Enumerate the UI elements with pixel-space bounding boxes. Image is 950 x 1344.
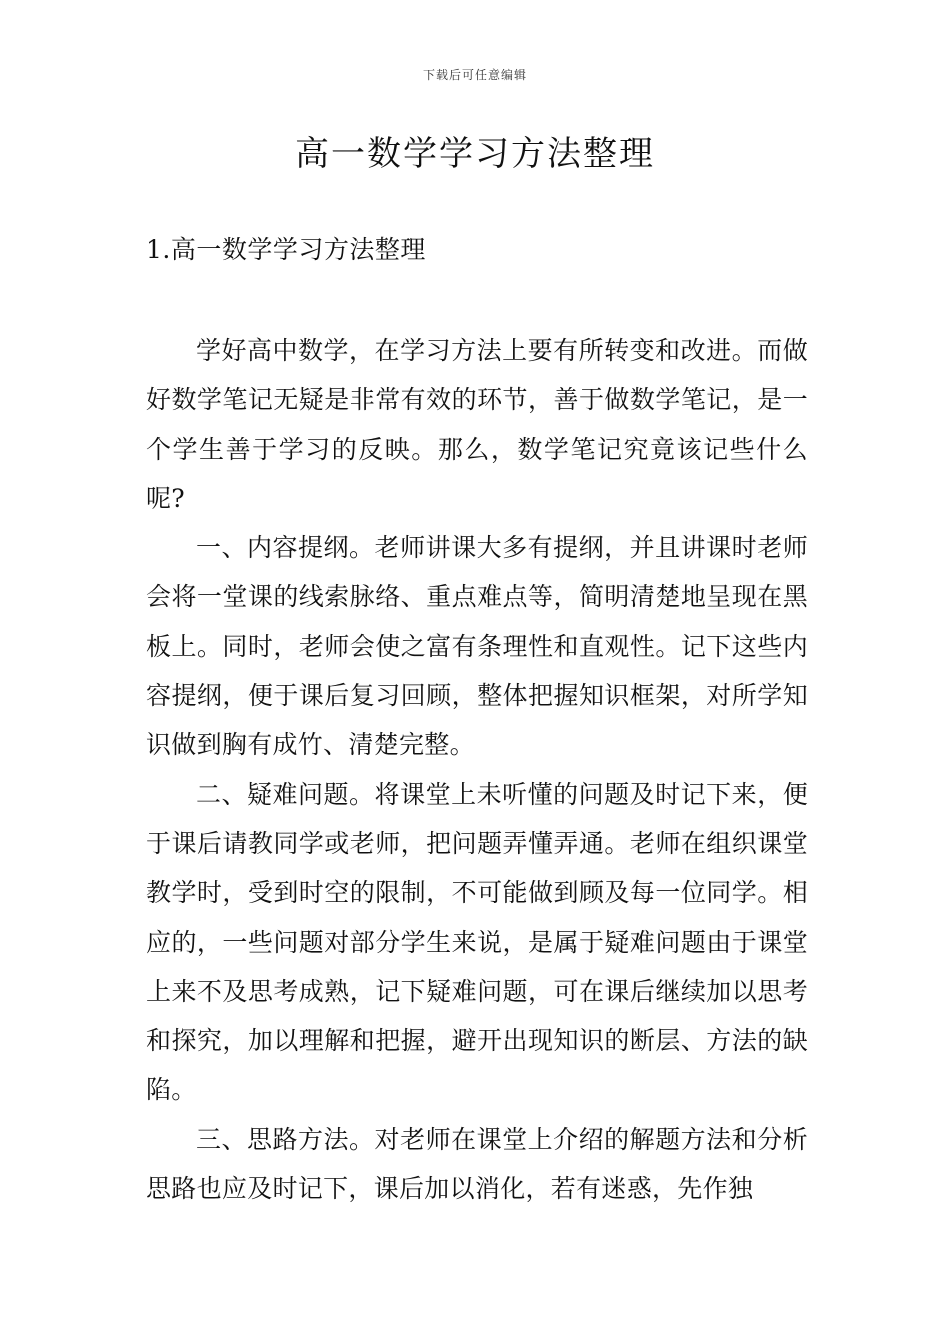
- document-body: [146, 326, 808, 1213]
- paragraph-outline: 一、内容提纲。老师讲课大多有提纲，并且讲课时老师会将一堂课的线索脉络、重点难点等，简明清楚地呈现在黑板上。同时，老师会使之富有条理性和直观性。记下这些内容提纲，便于课后复习回顾，整体把握知识框架，对所学知识做到胸有成竹、清楚完整。: [146, 533, 808, 760]
- section-heading: 1.高一数学学习方法整理: [146, 235, 426, 264]
- paragraph-intro: 学好高中数学，在学习方法上要有所转变和改进。而做好数学笔记无疑是非常有效的环节，善于做数学笔记，是一个学生善于学习的反映。那么，数学笔记究竟该记些什么呢?: [146, 336, 808, 513]
- paragraph-thinking-methods: 三、思路方法。对老师在课堂上介绍的解题方法和分析思路也应及时记下，课后加以消化，若有迷惑，先作独: [146, 1124, 808, 1204]
- paragraph-difficult-questions: 二、疑难问题。将课堂上未听懂的问题及时记下来，便于课后请教同学或老师，把问题弄懂弄通。老师在组织课堂教学时，受到时空的限制，不可能做到顾及每一位同学。相应的，一些问题对部分学生来说，是属于疑难问题由于课堂上来不及思考成熟，记下疑难问题，可在课后继续加以思考和探究，加以理解和把握，避开出现知识的断层、方法的缺陷。: [146, 779, 808, 1105]
- header-note: 下载后可任意编辑: [422, 68, 527, 82]
- document-title: 高一数学学习方法整理: [295, 134, 655, 174]
